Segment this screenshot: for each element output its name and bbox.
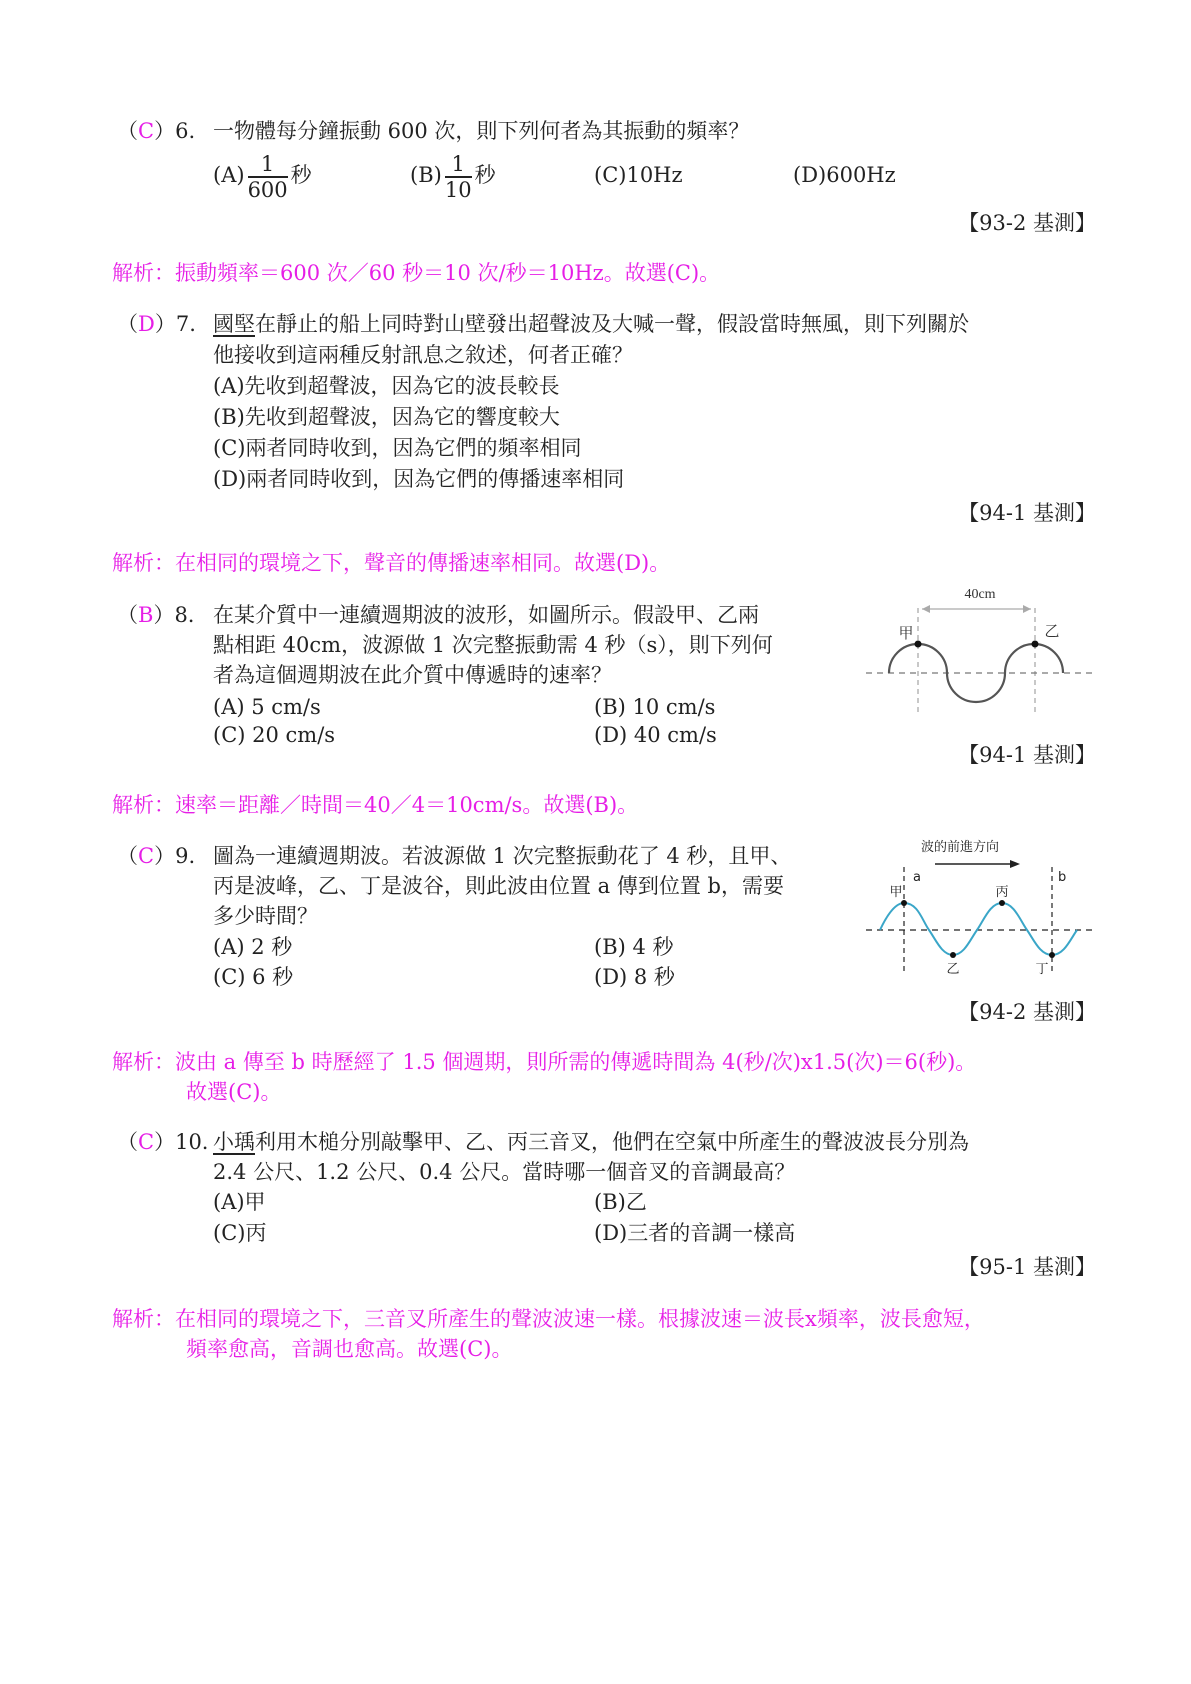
question-stem-cont: 者為這個週期波在此介質中傳遞時的速率？ (213, 663, 612, 687)
explanation: 解析：振動頻率＝600 次／60 秒＝10 次/秒＝10Hz。故選(C)。 (112, 261, 721, 285)
answer-marker: （B）8. (117, 603, 195, 627)
option-a: (A)甲 (213, 1190, 266, 1214)
question-stem-cont: 丙是波峰，乙、丁是波谷，則此波由位置 a 傳到位置 b，需要 (213, 874, 784, 898)
question-stem-cont: 多少時間？ (213, 904, 318, 928)
option-c: (C) 20 cm/s (213, 723, 336, 747)
option-b: (B) 10 cm/s (594, 695, 716, 719)
option-a: (A) 5 cm/s (213, 695, 321, 719)
exam-source: 【94-1 基測】 (958, 743, 1096, 767)
option-b: (B)乙 (594, 1190, 647, 1214)
answer-marker: （C）6. (117, 119, 196, 143)
svg-text:丁: 丁 (1035, 962, 1049, 975)
option-d: (D)600Hz (793, 163, 896, 187)
question-stem-cont: 他接收到這兩種反射訊息之敘述，何者正確？ (213, 343, 633, 367)
explanation: 解析：波由 a 傳至 b 時歷經了 1.5 個週期，則所需的傳遞時間為 4(秒/次)x1.5(次)＝6(秒)。 (112, 1050, 977, 1074)
option-a: (A)先收到超聲波，因為它的波長較長 (213, 374, 560, 398)
exam-source: 【94-1 基測】 (958, 501, 1096, 525)
exam-source: 【94-2 基測】 (958, 1000, 1096, 1024)
option-c: (C)10Hz (594, 163, 683, 187)
svg-text:a: a (913, 870, 921, 885)
option-c: (C)兩者同時收到，因為它們的頻率相同 (213, 436, 582, 460)
fraction: $\frac{1}{600}$ (247, 151, 288, 202)
option-d: (D) 40 cm/s (594, 723, 717, 747)
question-number: 6. (175, 119, 196, 143)
answer-marker: （C）10. (117, 1130, 209, 1154)
question-stem: 國堅在靜止的船上同時對山壁發出超聲波及大喊一聲，假設當時無風，則下列關於 (213, 312, 969, 336)
question-stem: 圖為一連續週期波。若波源做 1 次完整振動花了 4 秒，且甲、 (213, 844, 792, 868)
question-stem-cont: 點相距 40cm，波源做 1 次完整振動需 4 秒（s），則下列何 (213, 633, 773, 657)
svg-text:乙: 乙 (946, 962, 960, 975)
exam-source: 【95-1 基測】 (958, 1255, 1096, 1279)
option-b: (B) $\frac{1}{10}$ 秒 (410, 151, 496, 202)
explanation-cont: 故選(C)。 (186, 1080, 282, 1104)
answer-marker: （D）7. (117, 312, 196, 336)
underlined-name: 小瑀 (213, 1130, 255, 1154)
wave-figure-q9 (860, 835, 1100, 975)
option-a: (A) $\frac{1}{600}$ 秒 (213, 151, 312, 202)
option-b: (B) 4 秒 (594, 935, 674, 959)
option-c: (C) 6 秒 (213, 965, 294, 989)
option-d: (D)三者的音調一樣高 (594, 1221, 796, 1245)
question-stem: 在某介質中一連續週期波的波形，如圖所示。假設甲、乙兩 (213, 603, 759, 627)
question-stem: 小瑀利用木槌分別敲擊甲、乙、丙三音叉，他們在空氣中所產生的聲波波長分別為 (213, 1130, 969, 1154)
svg-text:b: b (1058, 870, 1067, 885)
question-stem-cont: 2.4 公尺、1.2 公尺、0.4 公尺。當時哪一個音叉的音調最高？ (213, 1160, 796, 1184)
explanation: 解析：速率＝距離／時間＝40／4＝10cm/s。故選(B)。 (112, 793, 639, 817)
svg-text:乙: 乙 (1044, 622, 1060, 640)
explanation: 解析：在相同的環境之下，聲音的傳播速率相同。故選(D)。 (112, 551, 671, 575)
option-b: (B)先收到超聲波，因為它的響度較大 (213, 405, 560, 429)
answer-letter: C (138, 119, 155, 143)
answer-marker: （C）9. (117, 844, 196, 868)
option-c: (C)丙 (213, 1221, 267, 1245)
underlined-name: 國堅 (213, 312, 255, 336)
exam-source: 【93-2 基測】 (958, 211, 1096, 235)
explanation-cont: 頻率愈高，音調也愈高。故選(C)。 (186, 1337, 513, 1361)
svg-text:40cm: 40cm (964, 587, 996, 602)
option-d: (D)兩者同時收到，因為它們的傳播速率相同 (213, 467, 625, 491)
svg-text:甲: 甲 (889, 885, 903, 900)
option-d: (D) 8 秒 (594, 965, 675, 989)
question-stem: 一物體每分鐘振動 600 次，則下列何者為其振動的頻率？ (213, 119, 750, 143)
svg-text:波的前進方向: 波的前進方向 (920, 840, 1000, 855)
wave-figure-q8 (860, 580, 1100, 720)
explanation: 解析：在相同的環境之下，三音叉所產生的聲波波速一樣。根據波速＝波長x頻率，波長愈短， (112, 1307, 985, 1331)
option-a: (A) 2 秒 (213, 935, 293, 959)
fraction: $\frac{1}{10}$ (444, 151, 472, 202)
svg-text:丙: 丙 (995, 885, 1009, 900)
svg-text:甲: 甲 (898, 624, 914, 642)
